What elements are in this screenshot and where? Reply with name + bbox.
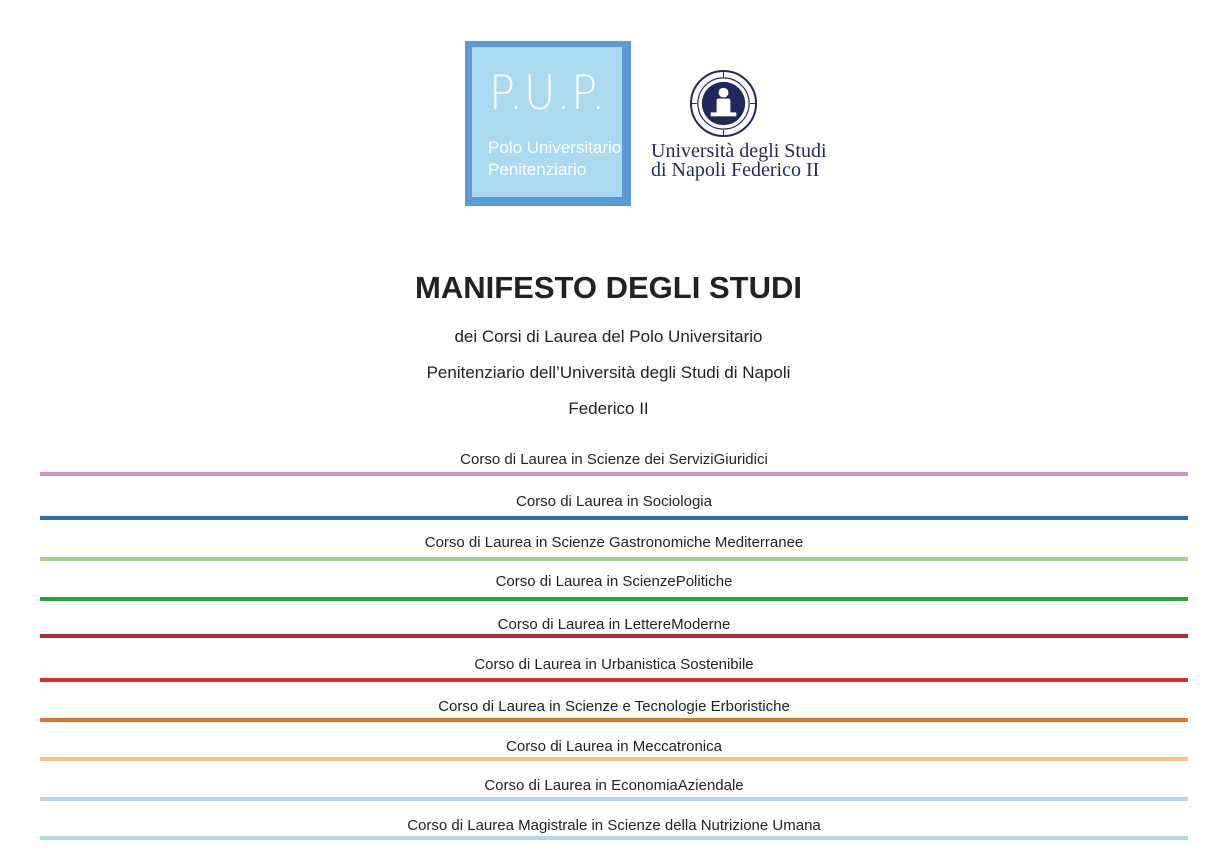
course-label: Corso di Laurea in ScienzePolitiche	[495, 573, 733, 590]
course-item	[40, 699, 1188, 714]
course-label: Corso di Laurea in Meccatronica	[506, 738, 722, 755]
pup-logo-line1: Polo Universitario	[488, 138, 622, 157]
course-item	[40, 494, 1188, 509]
course-item	[40, 818, 1188, 833]
course-item	[40, 535, 1188, 550]
university-seal-icon	[689, 69, 758, 138]
page-title: MANIFESTO DEGLI STUDI	[415, 270, 802, 305]
course-item	[40, 617, 1188, 632]
pup-logo-line2: Penitenziario	[488, 160, 587, 179]
university-name-line1: Università degli Studi	[651, 140, 827, 162]
course-label: Corso di Laurea in Scienze dei ServiziGiuridici	[460, 451, 768, 468]
course-label: Corso di Laurea in EconomiaAziendale	[484, 777, 744, 794]
course-label: Corso di Laurea in LettereModerne	[497, 616, 731, 633]
university-name-line2: di Napoli Federico II	[651, 159, 820, 181]
subtitle-line-1: dei Corsi di Laurea del Polo Universitario	[454, 327, 763, 346]
course-label: Corso di Laurea in Scienze e Tecnologie Erboristiche	[438, 698, 790, 715]
course-divider	[40, 516, 1188, 520]
course-divider	[40, 597, 1188, 601]
course-divider	[40, 757, 1188, 761]
course-item	[40, 778, 1188, 793]
course-divider	[40, 718, 1188, 722]
course-divider	[40, 634, 1188, 638]
course-divider	[40, 557, 1188, 561]
course-label: Corso di Laurea Magistrale in Scienze della Nutrizione Umana	[407, 817, 821, 834]
course-divider	[40, 836, 1188, 840]
subtitle-line-3: Federico II	[568, 399, 649, 418]
course-item	[40, 452, 1188, 467]
course-divider	[40, 472, 1188, 476]
subtitle-line-2: Penitenziario dell’Università degli Studi di Napoli	[426, 363, 791, 382]
course-label: Corso di Laurea in Sociologia	[516, 493, 712, 510]
pup-logo-acronym: P.U.P.	[489, 66, 607, 121]
course-label: Corso di Laurea in Urbanistica Sostenibile	[474, 656, 754, 673]
course-label: Corso di Laurea in Scienze Gastronomiche Mediterranee	[424, 534, 804, 551]
course-divider	[40, 678, 1188, 682]
course-divider	[40, 797, 1188, 801]
course-item	[40, 657, 1188, 672]
course-item	[40, 739, 1188, 754]
course-item	[40, 574, 1188, 589]
